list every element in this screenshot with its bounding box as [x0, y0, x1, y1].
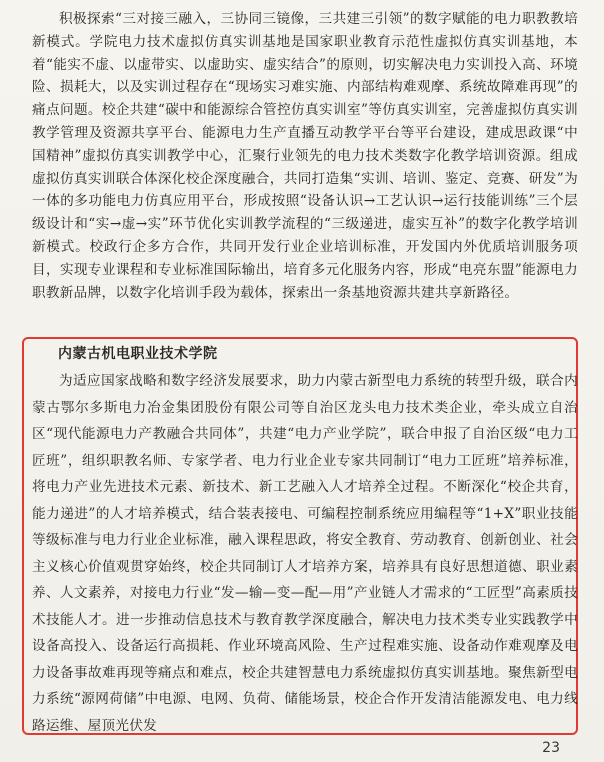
section-heading: 内蒙古机电职业技术学院 — [58, 346, 218, 362]
body-paragraph-intro: 积极探索“三对接三融入，三协同三镜像，三共建三引领”的数字赋能的电力职教教培新模式。学院电力技术虚拟仿真实训基地是国家职业教育示范性虚拟仿真实训基地，本着“能实不虚、以虚带实、以虚助实、虚实结合”的原则，切实解决电力实训投入高、环境险、损耗大，以及实训过程存在“现场实习难实施、内部结构难观摩、系统故障难再现”的痛点问题。校企共建“碳中和能源综合管控仿真实训室”等仿真实训室，完善虚拟仿真实训教学管理及资源共享平台、能源电力生产直播互动教学平台等平台建设，建成思政课“中国精神”虚拟仿真实训教学中心，汇聚行业领先的电力技术类数字化教学培训资源。组成虚拟仿真实训联合体深化校企深度融合，共同打造集“实训、培训、鉴定、竞赛、研发”为一体的多功能电力仿真应用平台，形成按照“设备认识→工艺认识→运行技能训练”三个层级设计和“实→虚→实”环节优化实训教学流程的“三级递进，虚实互补”的数字化教学培训新模式。校政行企多方合作，共同开发行业企业培训标准，开发国内外优质培训服务项目，实现专业课程和专业标准国际输出，培育多元化服务内容，形成“电亮东盟”能源电力职教新品牌，以数字化培训手段为载体，探索出一条基地资源共建共享新路径。 — [32, 11, 578, 301]
body-paragraph-inner-mongolia: 为适应国家战略和数字经济发展要求，助力内蒙古新型电力系统的转型升级，联合内蒙古鄂尔多斯电力冶金集团股份有限公司等自治区龙头电力技术类企业，牵头成立自治区“现代能源电力产教融合共同体”，共建“电力产业学院”，联合申报了自治区级“电力工匠班”，组织职教名师、专家学者、电力行业企业专家共同制订“电力工匠班”培养标准，将电力产业先进技术元素、新技术、新工艺融入人才培养全过程。不断深化“校企共育，能力递进”的人才培养模式，结合装表接电、可编程控制系统应用编程等“1+X”职业技能等级标准与电力行业企业标准，融入课程思政，将安全教育、劳动教育、创新创业、社会主义核心价值观贯穿始终，校企共同制订人才培养方案，培养具有良好思想道德、职业素养、人文素养，对接电力行业“发—输—变—配—用”产业链人才需求的“工匠型”高素质技术技能人才。进一步推动信息技术与教育教学深度融合，解决电力技术类专业实践教学中设备高投入、设备运行高损耗、作业环境高风险、生产过程难实施、设备动作难观摩及电力设备事故难再现等痛点和难点，校企共建智慧电力系统虚拟仿真实训基地。聚焦新型电力系统“源网荷储”中电源、电网、负荷、储能场景，校企合作开发清洁能源发电、电力线路运维、屋顶光伏发 — [32, 373, 578, 734]
page-number: 23 — [542, 740, 560, 756]
